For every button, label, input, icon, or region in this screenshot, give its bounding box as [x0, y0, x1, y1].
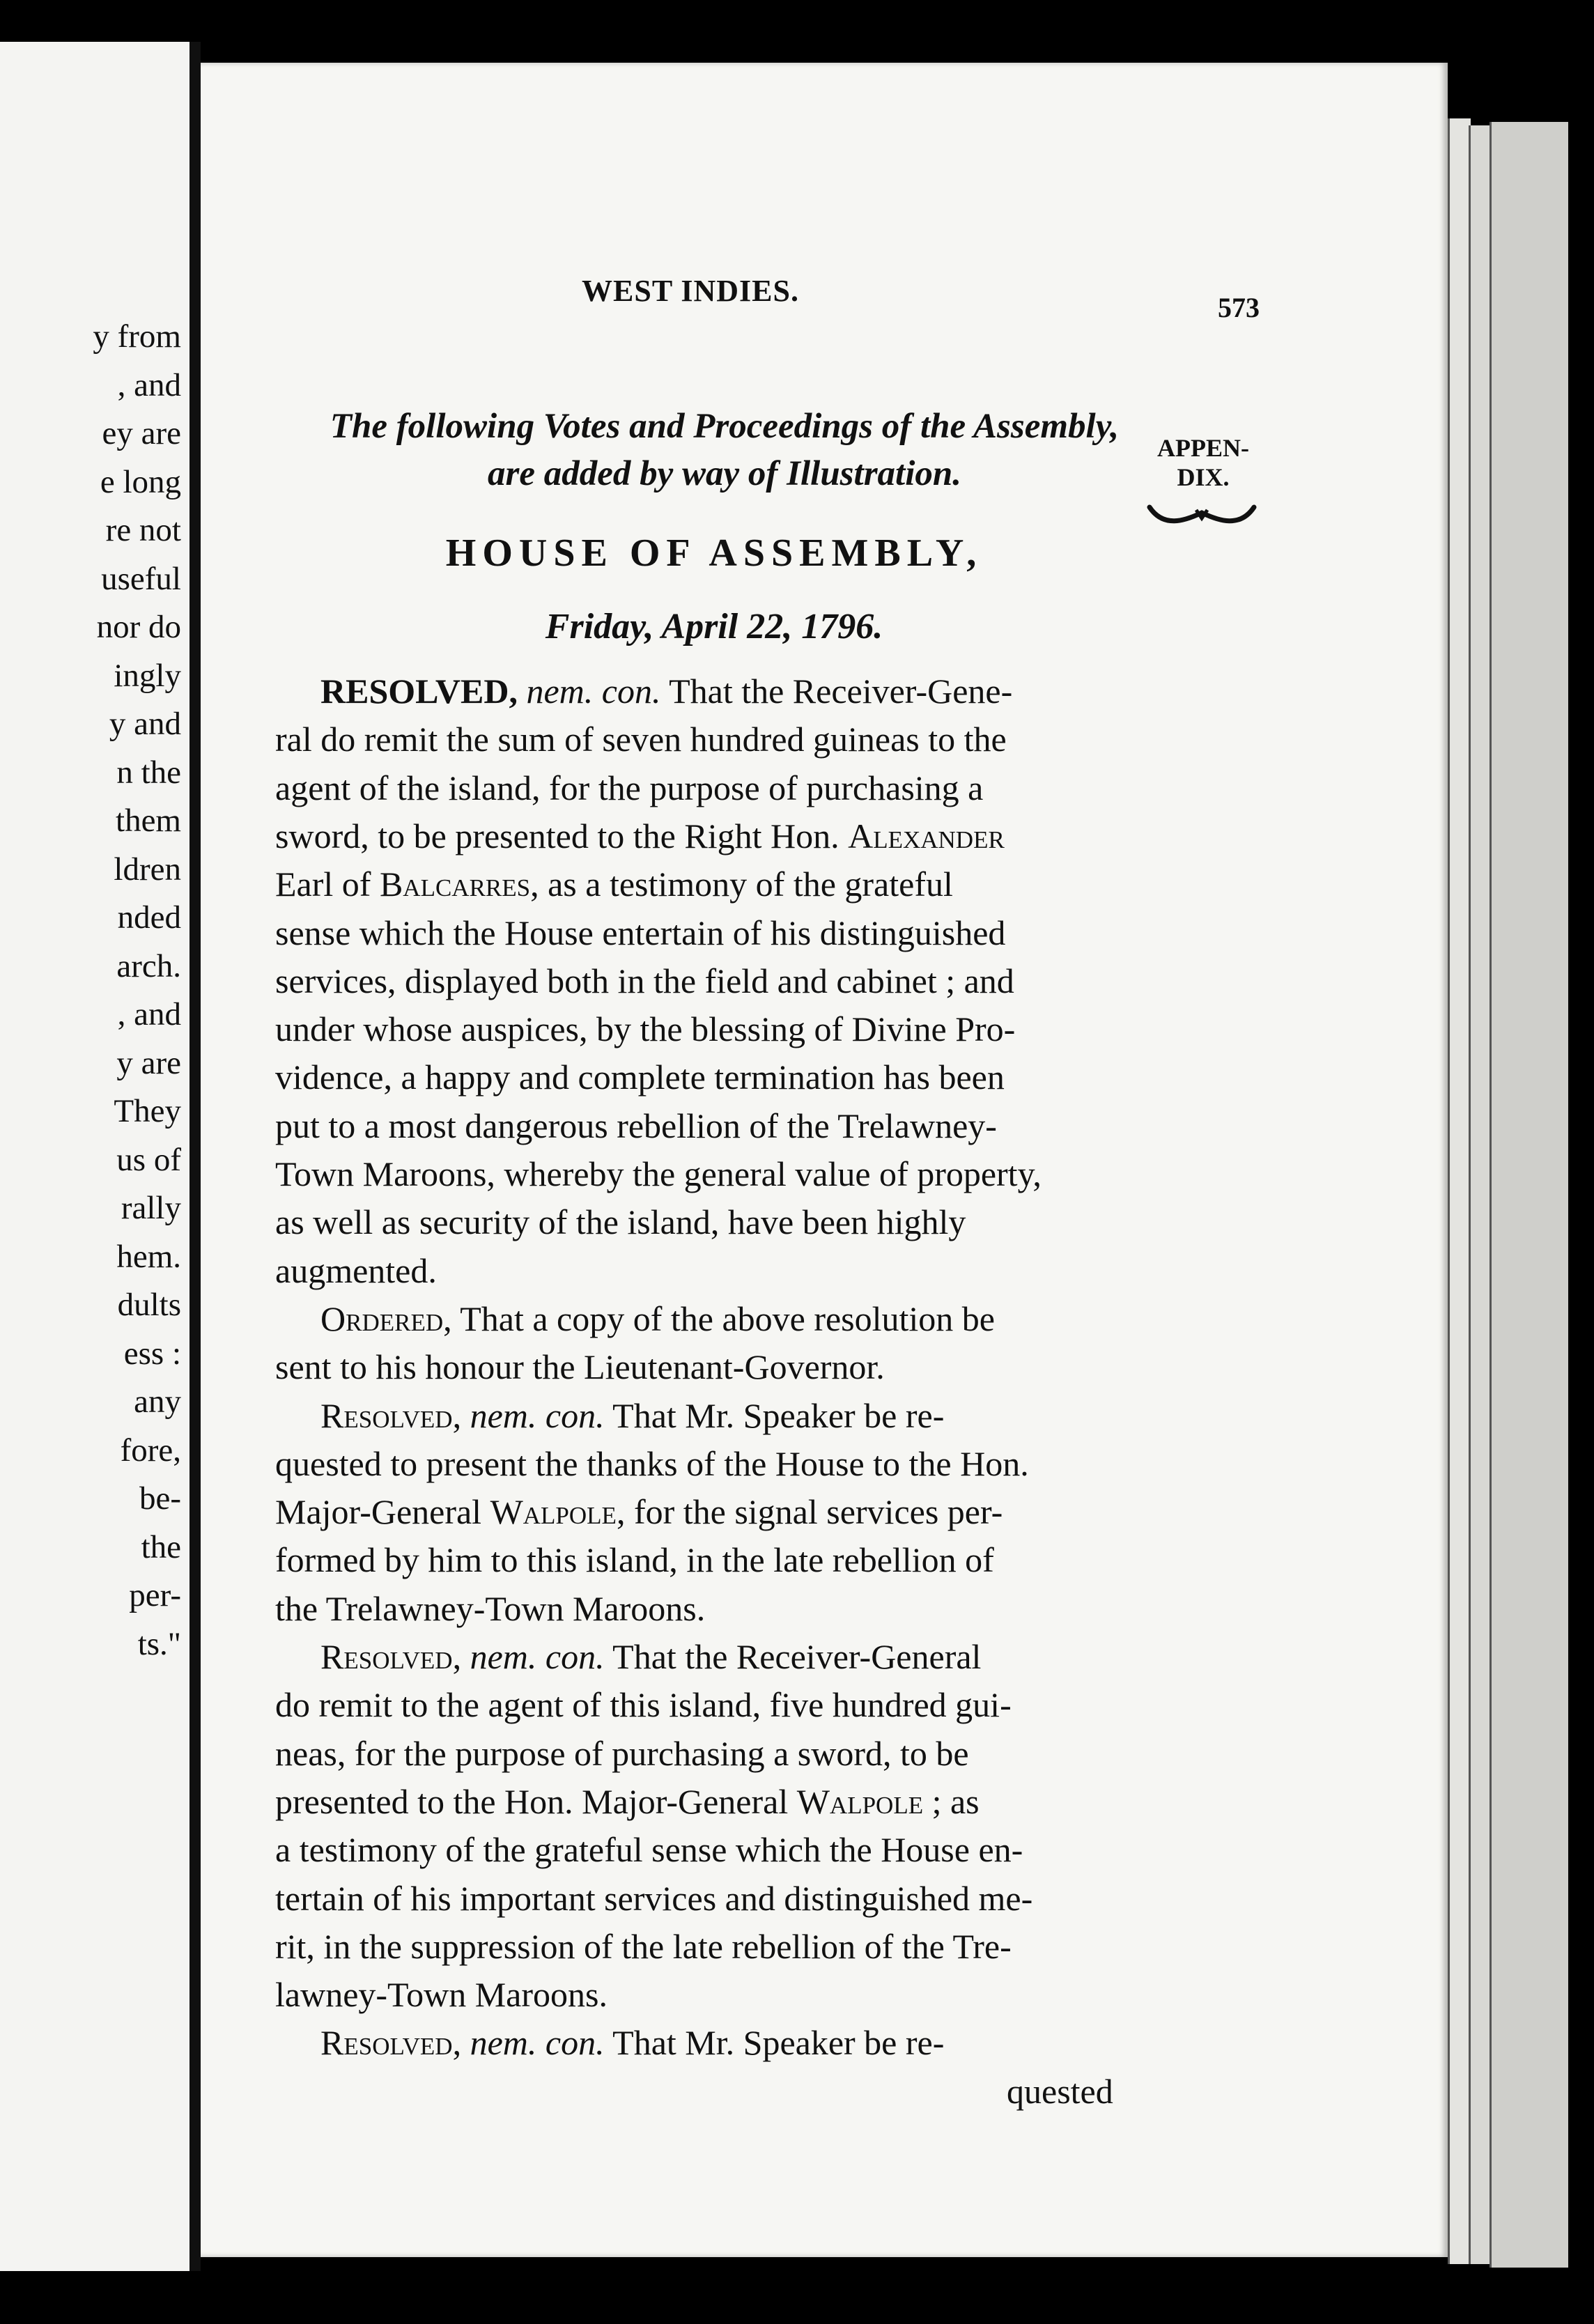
text-run: a testimony of the grateful sense which the House en- — [275, 1830, 1023, 1870]
facing-page-line: re not — [105, 512, 181, 548]
body-line — [275, 911, 1005, 955]
facing-page-line: fore, — [120, 1432, 181, 1469]
facing-page-line: y are — [116, 1044, 181, 1081]
text-run: tertain of his important services and distinguished me- — [275, 1878, 1033, 1918]
intro-line: The following Votes and Proceedings of the Assembly, — [330, 407, 1120, 446]
text-run: ral do remit the sum of seven hundred guineas to the — [275, 720, 1007, 759]
body-line — [320, 1296, 995, 1341]
intro-line: are added by way of Illustration. — [487, 454, 961, 493]
text-run: formed by him to this island, in the late rebellion of — [275, 1540, 994, 1580]
facing-page-line: ess : — [123, 1335, 181, 1372]
body-line — [275, 1731, 969, 1776]
facing-page-line: y from — [93, 318, 181, 355]
text-run: That the Receiver-General — [604, 1637, 982, 1676]
text-run: , That a copy of the above resolution be — [443, 1299, 996, 1338]
facing-page-line: hem. — [116, 1238, 181, 1275]
facing-page-line: ingly — [114, 657, 181, 694]
text-run: as well as security of the island, have been highly — [275, 1202, 966, 1242]
page-edge — [1469, 125, 1492, 2264]
text-run: sense which the House entertain of his distinguished — [275, 913, 1006, 952]
facing-page-line: them — [116, 803, 181, 839]
facing-page-line: ey are — [102, 415, 181, 451]
session-date: Friday, April 22, 1796. — [545, 607, 883, 646]
text-run: ; as — [923, 1781, 980, 1821]
section-heading: HOUSE OF ASSEMBLY, — [445, 532, 983, 575]
text-run: agent of the island, for the purpose of purchasing a — [275, 768, 984, 807]
body-line — [320, 1634, 981, 1679]
facing-page-line: y and — [109, 706, 181, 742]
text-run: sent to his honour the Lieutenant-Governor. — [275, 1347, 885, 1387]
body-line — [275, 1827, 1023, 1872]
text-run: sword, to be presented to the Right Hon. — [275, 816, 849, 855]
facing-page-line: e long — [100, 463, 181, 500]
text-run: Balcarres — [379, 865, 531, 904]
facing-page-line: any — [134, 1384, 181, 1420]
facing-page-line: be- — [139, 1480, 181, 1517]
facing-page-line: us of — [116, 1141, 181, 1178]
body-line — [1007, 2069, 1113, 2114]
text-run: , for the signal services per- — [616, 1492, 1003, 1532]
text-run: Walpole — [796, 1781, 924, 1821]
text-run: That Mr. Speaker be re- — [604, 1395, 945, 1435]
body-line — [275, 814, 1005, 858]
text-run: neas, for the purpose of purchasing a sword, to be — [275, 1733, 969, 1773]
facing-page-line: ldren — [114, 851, 181, 888]
text-run: put to a most dangerous rebellion of the Trelawney- — [275, 1106, 997, 1145]
text-run: nem. con. — [470, 1637, 605, 1676]
facing-page-line: per- — [129, 1577, 181, 1613]
flourish-ornament-icon — [1146, 500, 1258, 528]
facing-page-line: arch. — [116, 947, 181, 984]
facing-page-line: rally — [121, 1190, 181, 1226]
margin-note — [1137, 433, 1269, 492]
body-line — [275, 1152, 1042, 1196]
body-line — [320, 669, 1012, 713]
page-edge — [1448, 118, 1471, 2264]
margin-note-line: APPEN- — [1157, 434, 1249, 462]
body-line — [275, 717, 1007, 761]
facing-page-fragment — [0, 42, 189, 2271]
body-line — [275, 1537, 994, 1582]
text-run: under whose auspices, by the blessing of Divine Pro- — [275, 1009, 1016, 1049]
text-run: lawney-Town Maroons. — [275, 1975, 608, 2015]
text-run: , — [452, 1395, 470, 1435]
text-run: , — [452, 1637, 470, 1676]
text-run: rit, in the suppression of the late rebellion of the Tre- — [275, 1926, 1012, 1966]
body-line — [275, 1876, 1032, 1921]
facing-page-line: , and — [117, 996, 181, 1032]
text-run: Resolved — [320, 2023, 453, 2063]
body-line — [320, 1393, 944, 1438]
text-run: vidence, a happy and complete termination has been — [275, 1058, 1005, 1097]
facing-page-line: nor do — [96, 609, 181, 645]
page-number: 573 — [1218, 292, 1260, 323]
text-run: quested to present the thanks of the House to the Hon. — [275, 1443, 1029, 1483]
text-run: nem. con. — [470, 2023, 605, 2063]
text-run: Resolved — [320, 1637, 453, 1676]
body-line — [275, 1779, 980, 1824]
facing-page-line: , and — [117, 366, 181, 403]
text-run: Walpole — [490, 1492, 617, 1532]
text-run: Alexander — [848, 816, 1005, 855]
margin-note-line: DIX. — [1177, 463, 1230, 491]
text-run: do remit to the agent of this island, five hundred gui- — [275, 1685, 1012, 1725]
text-run: Earl of — [275, 865, 380, 904]
text-run: nem. con. — [526, 672, 661, 711]
facing-page-line: dults — [117, 1287, 181, 1323]
facing-page-line: useful — [101, 560, 181, 597]
text-run: , as a testimony of the grateful — [530, 865, 953, 904]
body-line — [320, 2020, 944, 2065]
body-line — [275, 1007, 1015, 1051]
book-gutter — [189, 42, 201, 2271]
text-run: , — [452, 2023, 470, 2063]
text-run: nem. con. — [470, 1395, 605, 1435]
body-line — [275, 766, 983, 810]
text-run: RESOLVED, — [320, 672, 527, 711]
text-run: augmented. — [275, 1250, 437, 1290]
body-line — [275, 1055, 1005, 1099]
body-line — [275, 1441, 1029, 1486]
text-run: Town Maroons, whereby the general value of property, — [275, 1154, 1042, 1193]
running-head: WEST INDIES. — [582, 274, 799, 308]
text-run: That Mr. Speaker be re- — [604, 2023, 945, 2063]
facing-page-line: ts." — [137, 1625, 181, 1662]
text-run: services, displayed both in the field and cabinet ; and — [275, 961, 1014, 1000]
body-line — [275, 1682, 1012, 1727]
text-run: Resolved — [320, 1395, 453, 1435]
body-line — [275, 1489, 1003, 1534]
body-line — [275, 1200, 966, 1244]
text-run: presented to the Hon. Major-General — [275, 1781, 797, 1821]
facing-page-line: They — [114, 1093, 181, 1129]
text-run: Major-General — [275, 1492, 490, 1532]
text-run: quested — [1007, 2071, 1113, 2111]
introductory-note — [293, 403, 1156, 497]
facing-page-line: the — [141, 1528, 181, 1565]
body-line — [275, 1924, 1012, 1969]
body-line — [275, 862, 953, 906]
body-line — [275, 1345, 885, 1389]
body-line — [275, 1586, 705, 1631]
text-run: That the Receiver-Gene- — [660, 672, 1013, 711]
text-run: the Trelawney-Town Maroons. — [275, 1588, 706, 1628]
text-run: Ordered — [320, 1299, 444, 1338]
body-line — [275, 959, 1014, 1003]
body-line — [275, 1103, 997, 1148]
facing-page-line: n the — [116, 754, 181, 791]
body-line — [275, 1972, 608, 2017]
facing-page-line: nded — [117, 899, 181, 936]
page-edge — [1489, 122, 1568, 2268]
body-line — [275, 1248, 437, 1293]
